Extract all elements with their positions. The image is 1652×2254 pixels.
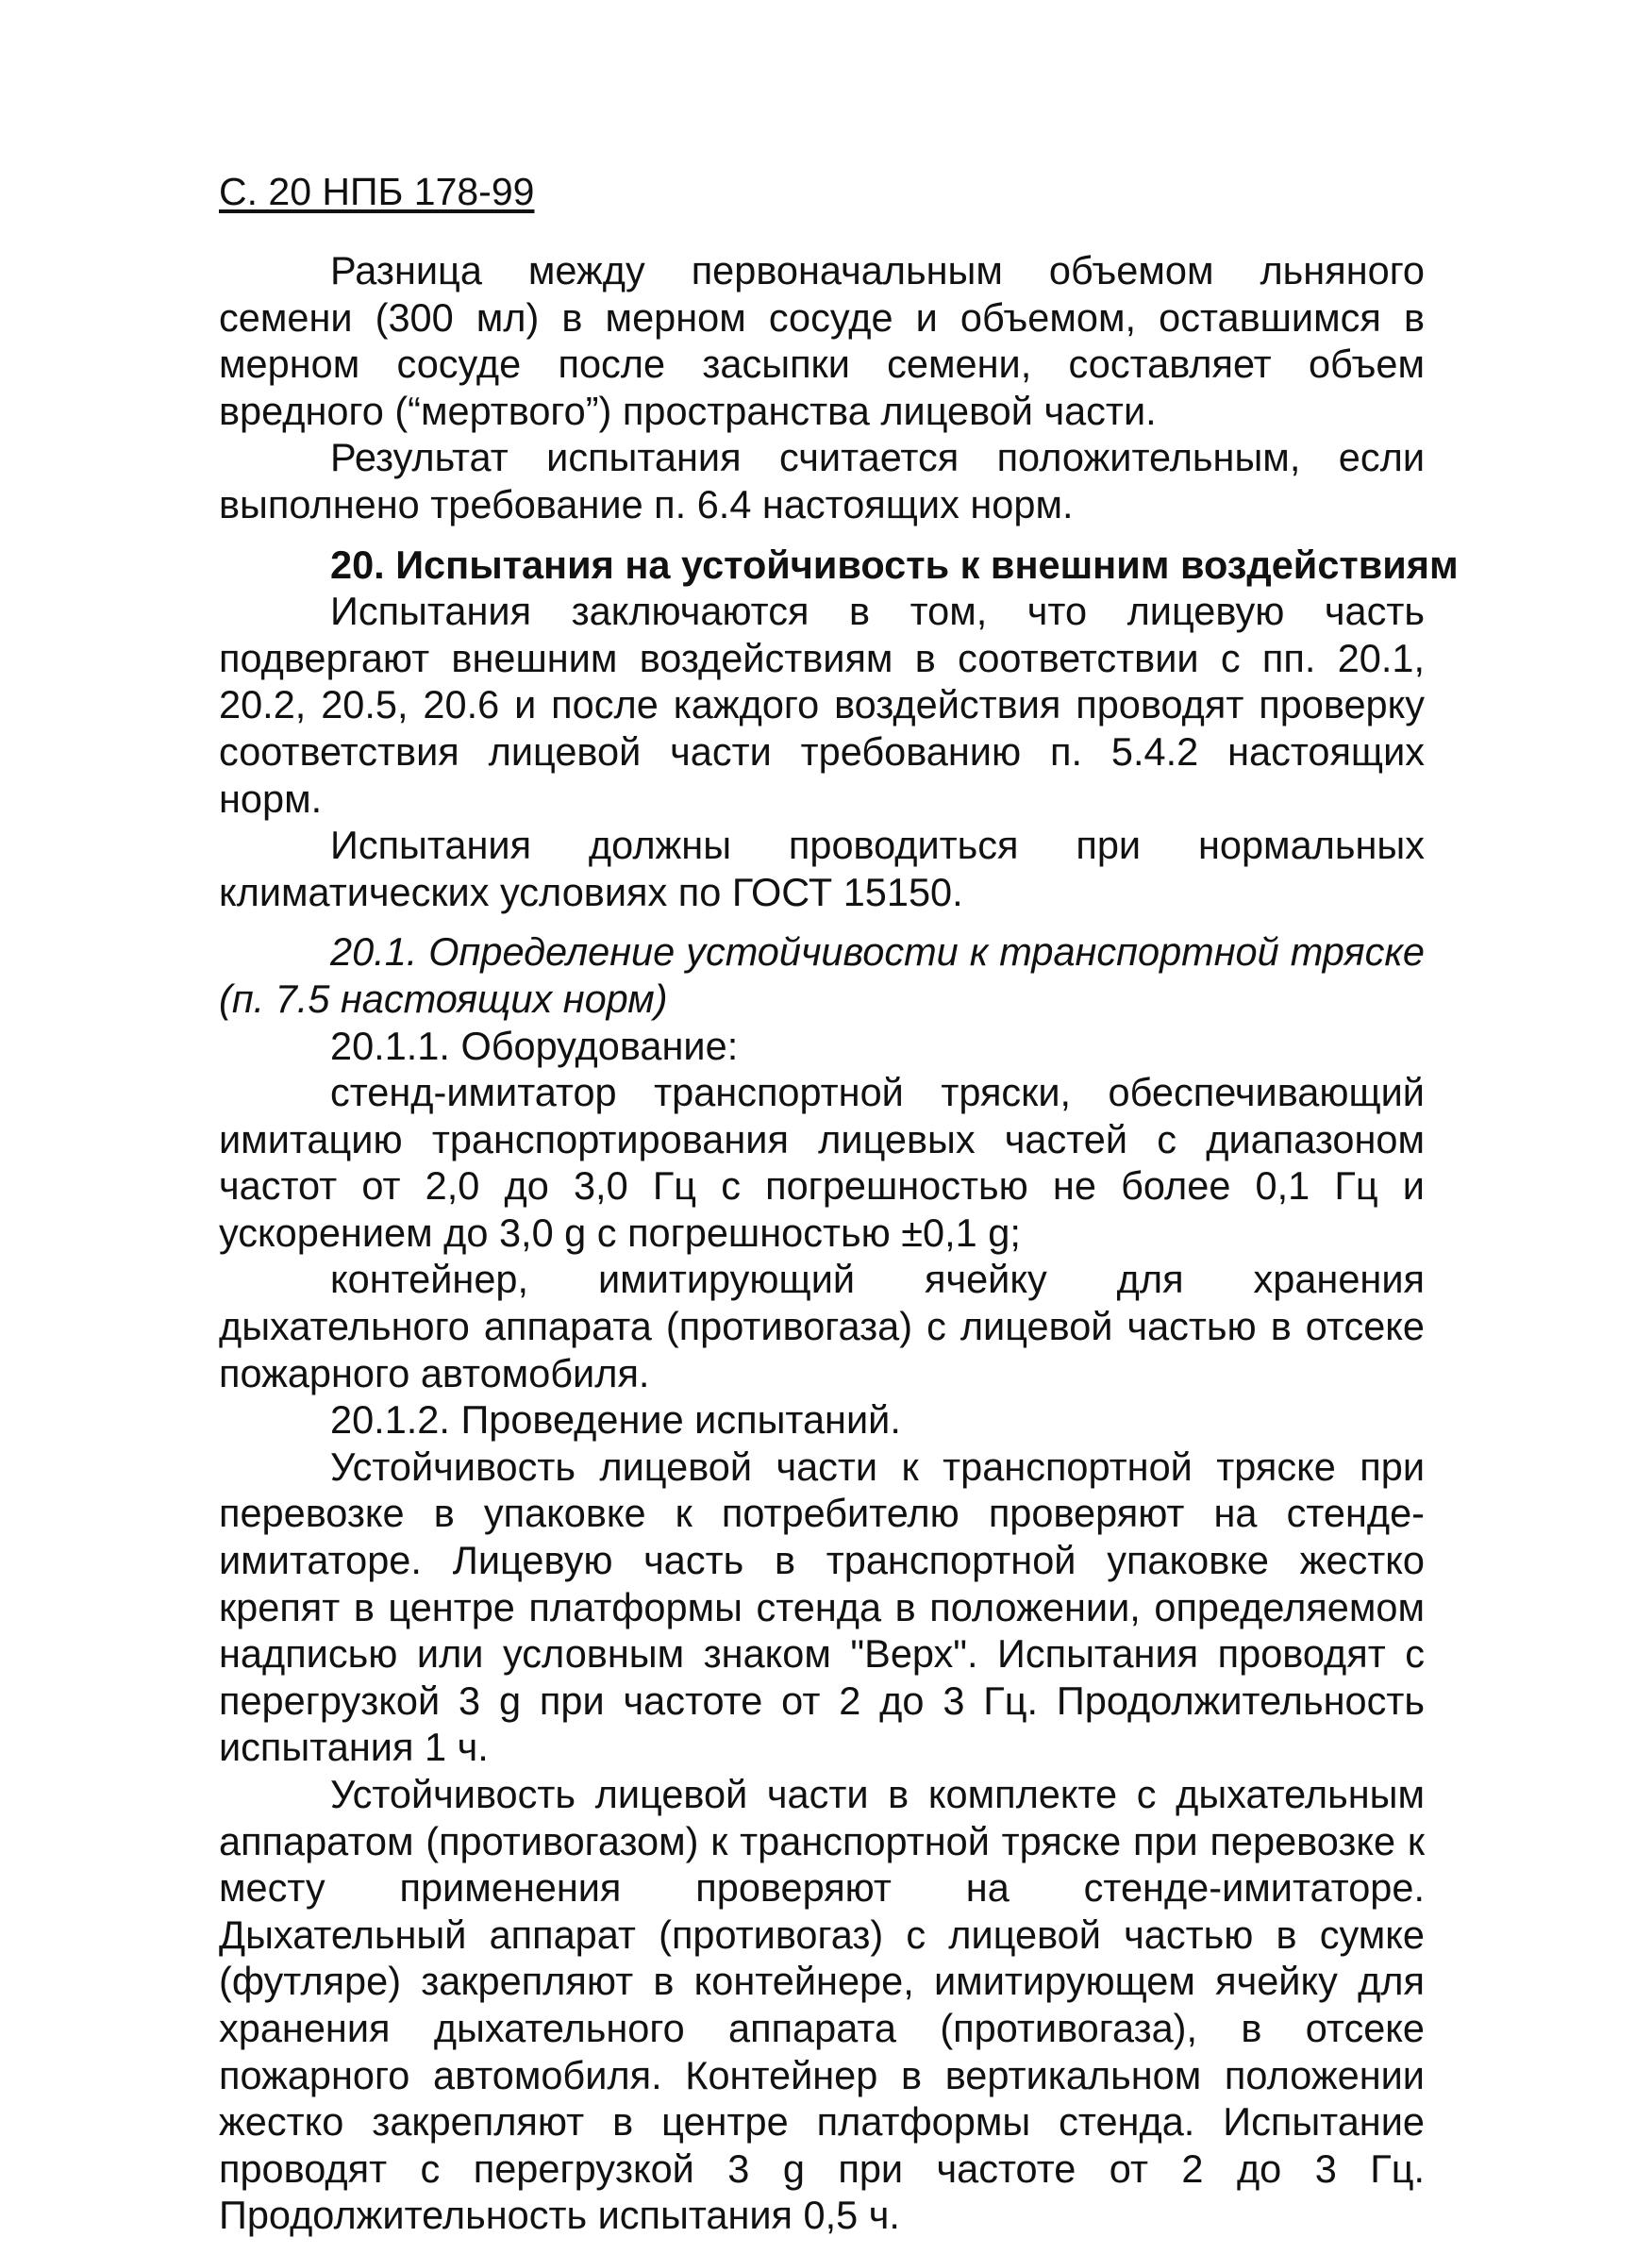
section-20-1-2-heading: 20.1.2. Проведение испытаний. — [330, 1397, 901, 1443]
paragraph-test-packaging: Устойчивость лицевой части к транспортной тряске при перевозке в упаковке к потребителю проверяют на стенде-имитаторе. Лицевую часть в транспортной упаковке жестко крепят в центре платформы стенда в положении, определяемом надписью или условным знаком "Верх". Испытания проводят с перегрузкой 3 g при частоте от 2 до 3 Гц. Продолжительность испытания 1 ч. — [219, 1444, 1425, 1770]
document-body — [219, 247, 1459, 2239]
paragraph-stand-simulator: стенд-имитатор транспортной тряски, обеспечивающий имитацию транспортирования лицевых частей с диапазоном частот от 2,0 до 3,0 Гц с погрешностью не более 0,1 Гц и ускорением до 3,0 g с погрешностью ±0,1 g; — [219, 1070, 1425, 1255]
section-20-1-heading: 20.1. Определение устойчивости к транспортной тряске (п. 7.5 настоящих норм) — [219, 929, 1425, 1021]
paragraph-dead-space: Разница между первоначальным объемом льняного семени (300 мл) в мерном сосуде и объемом, оставшимся в мерном сосуде после засыпки семени, составляет объем вредного (“мертвого”) пространства лицевой части. — [219, 248, 1425, 433]
paragraph-tests-description: Испытания заключаются в том, что лицевую часть подвергают внешним воздействиям в соответствии с пп. 20.1, 20.2, 20.5, 20.6 и после каждого воздействия проводят проверку соответствия лицевой части требованию п. 5.4.2 настоящих норм. — [219, 589, 1425, 821]
section-20-1-1-heading: 20.1.1. Оборудование: — [330, 1023, 739, 1068]
paragraph-result: Результат испытания считается положительным, если выполнено требование п. 6.4 настоящих норм. — [219, 435, 1425, 526]
page-header: С. 20 НПБ 178-99 — [219, 170, 535, 213]
paragraph-container: контейнер, имитирующий ячейку для хранения дыхательного аппарата (противогаза) с лицевой частью в отсеке пожарного автомобиля. — [219, 1257, 1425, 1395]
section-20-heading: 20. Испытания на устойчивость к внешним воздействиям — [330, 542, 1459, 587]
paragraph-test-set: Устойчивость лицевой части в комплекте с дыхательным аппаратом (противогазом) к транспортной тряске при перевозке к месту применения проверяют на стенде-имитаторе. Дыхательный аппарат (противогаз) с лицевой частью в сумке (футляре) закрепляют в контейнере, имитирующем ячейку для хранения дыхательного аппарата (противогаза), в отсеке пожарного автомобиля. Контейнер в вертикальном положении жестко закрепляют в центре платформы стенда. Испытание проводят с перегрузкой 3 g при частоте от 2 до 3 Гц. Продолжительность испытания 0,5 ч. — [219, 1772, 1425, 2238]
paragraph-climate-conditions: Испытания должны проводиться при нормальных климатических условиях по ГОСТ 15150. — [219, 823, 1425, 914]
